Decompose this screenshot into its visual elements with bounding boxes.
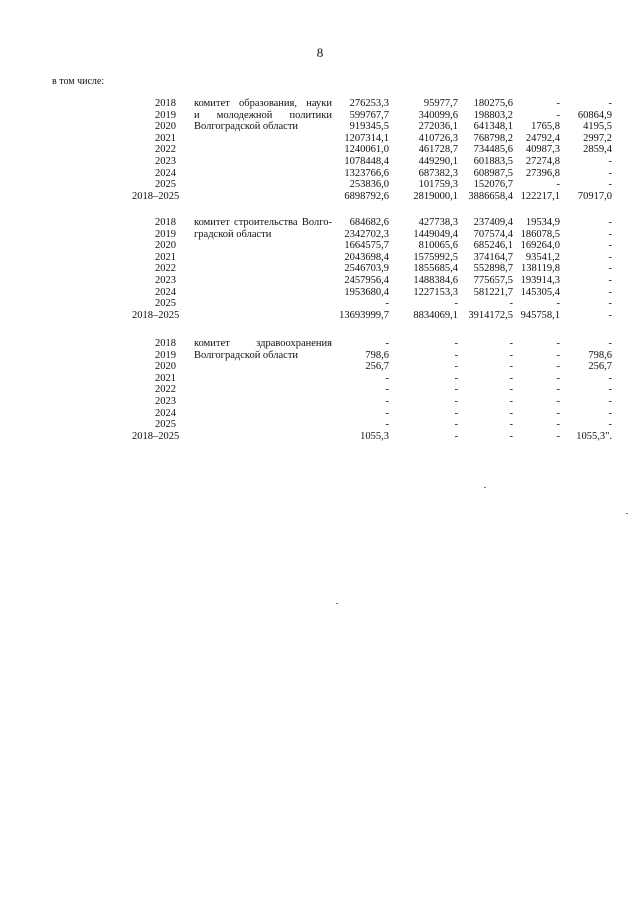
extra-cell: 798,6 xyxy=(588,349,612,361)
regional-cell: - xyxy=(509,298,513,310)
federal-cell: 1488384,6 xyxy=(413,274,458,286)
table-row xyxy=(0,275,640,287)
local-cell: 27396,8 xyxy=(525,167,560,179)
table-row xyxy=(0,338,640,350)
total-cell: 2342702,3 xyxy=(344,228,389,240)
regional-cell: - xyxy=(509,372,513,384)
extra-cell: - xyxy=(608,167,612,179)
table-row xyxy=(0,217,640,229)
regional-cell: 641348,1 xyxy=(473,121,513,133)
table-row xyxy=(0,121,640,133)
local-cell: 27274,8 xyxy=(525,155,560,167)
description-line: Волгоградской области xyxy=(194,349,299,361)
table-row xyxy=(0,98,640,110)
total-cell: 1323766,6 xyxy=(344,167,389,179)
federal-cell: 340099,6 xyxy=(418,109,458,121)
extra-cell: - xyxy=(608,240,612,252)
regional-cell: 775657,5 xyxy=(473,274,513,286)
total-cell: 599767,7 xyxy=(349,109,389,121)
total-cell: 798,6 xyxy=(365,349,389,361)
year-cell: 2018–2025 xyxy=(132,309,180,321)
year-cell: 2023 xyxy=(155,155,176,167)
table-row xyxy=(0,408,640,420)
description-line: Волгоградской области xyxy=(194,121,299,133)
total-cell: - xyxy=(385,407,389,419)
local-cell: 193914,3 xyxy=(520,274,560,286)
description-line: и молодежной политики xyxy=(194,109,332,121)
local-cell: - xyxy=(556,109,560,121)
year-cell: 2018 xyxy=(155,217,176,228)
total-cell: 6898792,6 xyxy=(344,190,389,202)
extra-cell: - xyxy=(608,217,612,228)
total-cell: 2457956,4 xyxy=(344,274,389,286)
regional-cell: 734485,6 xyxy=(473,144,513,156)
table-row xyxy=(0,156,640,168)
year-cell: 2022 xyxy=(155,263,176,275)
regional-cell: - xyxy=(509,395,513,407)
table-row xyxy=(0,384,640,396)
table-row xyxy=(0,287,640,299)
description-line: комитет строительства Волго- xyxy=(194,217,332,228)
regional-cell: 608987,5 xyxy=(473,167,513,179)
regional-cell: - xyxy=(509,419,513,431)
federal-cell: 687382,3 xyxy=(418,167,458,179)
regional-cell: - xyxy=(509,407,513,419)
extra-cell: 2997,2 xyxy=(583,132,612,144)
federal-cell: 810065,6 xyxy=(418,240,458,252)
total-cell: 2546703,9 xyxy=(344,263,389,275)
local-cell: - xyxy=(556,372,560,384)
local-cell: - xyxy=(556,338,560,349)
local-cell: 122217,1 xyxy=(520,190,560,202)
local-cell: 145305,4 xyxy=(520,286,560,298)
regional-cell: 180275,6 xyxy=(473,98,513,109)
extra-cell: - xyxy=(608,407,612,419)
total-cell: - xyxy=(385,298,389,310)
federal-cell: 2819000,1 xyxy=(413,190,458,202)
total-cell: 1207314,1 xyxy=(344,132,389,144)
federal-cell: - xyxy=(454,298,458,310)
table-row xyxy=(0,396,640,408)
regional-cell: 374164,7 xyxy=(473,251,513,263)
federal-cell: 95977,7 xyxy=(423,98,458,109)
year-cell: 2023 xyxy=(155,274,176,286)
total-cell: - xyxy=(385,384,389,396)
intro-text: в том числе: xyxy=(52,76,105,87)
regional-cell: 3886658,4 xyxy=(468,190,513,202)
total-cell: - xyxy=(385,419,389,431)
total-cell: 1078448,4 xyxy=(344,155,389,167)
table-row xyxy=(0,110,640,122)
federal-cell: 101759,3 xyxy=(418,179,458,191)
local-cell: - xyxy=(556,298,560,310)
extra-cell: - xyxy=(608,419,612,431)
federal-cell: - xyxy=(454,430,458,442)
table-row xyxy=(0,191,640,203)
extra-cell: - xyxy=(608,372,612,384)
extra-cell: - xyxy=(608,228,612,240)
local-cell: 169264,0 xyxy=(520,240,560,252)
total-cell: 1240061,0 xyxy=(344,144,389,156)
regional-cell: - xyxy=(509,430,513,442)
year-cell: 2018 xyxy=(155,338,176,349)
extra-cell: - xyxy=(608,263,612,275)
regional-cell: 198803,2 xyxy=(473,109,513,121)
total-cell: 256,7 xyxy=(365,361,389,373)
local-cell: 24792,4 xyxy=(525,132,560,144)
regional-cell: 152076,7 xyxy=(473,179,513,191)
year-cell: 2019 xyxy=(155,228,176,240)
year-cell: 2025 xyxy=(155,298,176,310)
scan-speck xyxy=(484,487,486,488)
regional-cell: 707574,4 xyxy=(473,228,513,240)
federal-cell: 461728,7 xyxy=(418,144,458,156)
extra-cell: - xyxy=(608,251,612,263)
year-cell: 2021 xyxy=(155,251,176,263)
year-cell: 2024 xyxy=(155,407,176,419)
table-row xyxy=(0,263,640,275)
table-row xyxy=(0,310,640,322)
total-cell: - xyxy=(385,338,389,349)
regional-cell: - xyxy=(509,384,513,396)
local-cell: - xyxy=(556,419,560,431)
regional-cell: 581221,7 xyxy=(473,286,513,298)
year-cell: 2019 xyxy=(155,109,176,121)
year-cell: 2018 xyxy=(155,98,176,109)
total-cell: 684682,6 xyxy=(349,217,389,228)
regional-cell: - xyxy=(509,338,513,349)
year-cell: 2021 xyxy=(155,372,176,384)
total-cell: - xyxy=(385,372,389,384)
agency-block xyxy=(0,217,640,321)
local-cell: 138119,8 xyxy=(521,263,560,275)
federal-cell: - xyxy=(454,372,458,384)
table-row xyxy=(0,133,640,145)
total-cell: 1664575,7 xyxy=(344,240,389,252)
year-cell: 2022 xyxy=(155,384,176,396)
total-cell: 276253,3 xyxy=(349,98,389,109)
regional-cell: 601883,5 xyxy=(473,155,513,167)
local-cell: 19534,9 xyxy=(525,217,560,228)
year-cell: 2021 xyxy=(155,132,176,144)
table-row xyxy=(0,350,640,362)
extra-cell: 4195,5 xyxy=(583,121,612,133)
extra-cell: 256,7 xyxy=(588,361,612,373)
extra-cell: 1055,3". xyxy=(576,430,612,442)
regional-cell: 685246,1 xyxy=(473,240,513,252)
local-cell: - xyxy=(556,407,560,419)
year-cell: 2025 xyxy=(155,419,176,431)
total-cell: 253836,0 xyxy=(349,179,389,191)
scan-speck xyxy=(336,603,338,604)
description-line: комитет здравоохранения xyxy=(194,338,332,349)
year-cell: 2020 xyxy=(155,361,176,373)
regional-cell: - xyxy=(509,349,513,361)
table-row xyxy=(0,240,640,252)
local-cell: - xyxy=(556,179,560,191)
year-cell: 2022 xyxy=(155,144,176,156)
extra-cell: - xyxy=(608,274,612,286)
local-cell: 1765,8 xyxy=(531,121,560,133)
total-cell: 1055,3 xyxy=(360,430,389,442)
year-cell: 2023 xyxy=(155,395,176,407)
extra-cell: 2859,4 xyxy=(583,144,612,156)
year-cell: 2018–2025 xyxy=(132,190,180,202)
table-row xyxy=(0,419,640,431)
table-row xyxy=(0,252,640,264)
regional-cell: 237409,4 xyxy=(473,217,513,228)
table-row xyxy=(0,168,640,180)
year-cell: 2025 xyxy=(155,179,176,191)
total-cell: - xyxy=(385,395,389,407)
table-row xyxy=(0,179,640,191)
federal-cell: - xyxy=(454,407,458,419)
federal-cell: 1227153,3 xyxy=(413,286,458,298)
table-row xyxy=(0,431,640,443)
extra-cell: - xyxy=(608,286,612,298)
federal-cell: - xyxy=(454,384,458,396)
local-cell: 93541,2 xyxy=(525,251,560,263)
local-cell: 945758,1 xyxy=(520,309,560,321)
federal-cell: 1449049,4 xyxy=(413,228,458,240)
extra-cell: 70917,0 xyxy=(577,190,612,202)
agency-block xyxy=(0,338,640,442)
table-row xyxy=(0,373,640,385)
total-cell: 1953680,4 xyxy=(344,286,389,298)
table-row xyxy=(0,144,640,156)
extra-cell: - xyxy=(608,98,612,109)
local-cell: - xyxy=(556,430,560,442)
federal-cell: 1855685,4 xyxy=(413,263,458,275)
table-row xyxy=(0,361,640,373)
year-cell: 2024 xyxy=(155,286,176,298)
local-cell: - xyxy=(556,349,560,361)
total-cell: 919345,5 xyxy=(349,121,389,133)
extra-cell: 60864,9 xyxy=(577,109,612,121)
local-cell: - xyxy=(556,98,560,109)
federal-cell: 272036,1 xyxy=(418,121,458,133)
extra-cell: - xyxy=(608,298,612,310)
local-cell: 40987,3 xyxy=(525,144,560,156)
regional-cell: 552898,7 xyxy=(473,263,513,275)
federal-cell: 449290,1 xyxy=(418,155,458,167)
extra-cell: - xyxy=(608,338,612,349)
total-cell: 2043698,4 xyxy=(344,251,389,263)
federal-cell: - xyxy=(454,419,458,431)
table-row xyxy=(0,229,640,241)
local-cell: - xyxy=(556,384,560,396)
regional-cell: - xyxy=(509,361,513,373)
federal-cell: 8834069,1 xyxy=(413,309,458,321)
local-cell: - xyxy=(556,395,560,407)
extra-cell: - xyxy=(608,179,612,191)
table-row xyxy=(0,298,640,310)
federal-cell: - xyxy=(454,395,458,407)
extra-cell: - xyxy=(608,384,612,396)
local-cell: 186078,5 xyxy=(520,228,560,240)
page-number: 8 xyxy=(316,45,324,60)
year-cell: 2019 xyxy=(155,349,176,361)
local-cell: - xyxy=(556,361,560,373)
scan-speck xyxy=(626,513,628,514)
year-cell: 2020 xyxy=(155,240,176,252)
year-cell: 2018–2025 xyxy=(132,430,180,442)
year-cell: 2020 xyxy=(155,121,176,133)
extra-cell: - xyxy=(608,155,612,167)
federal-cell: 410726,3 xyxy=(418,132,458,144)
federal-cell: - xyxy=(454,361,458,373)
total-cell: 13693999,7 xyxy=(339,309,389,321)
extra-cell: - xyxy=(608,395,612,407)
regional-cell: 768798,2 xyxy=(473,132,513,144)
federal-cell: 427738,3 xyxy=(418,217,458,228)
description-line: градской области xyxy=(194,228,272,240)
federal-cell: - xyxy=(454,338,458,349)
extra-cell: - xyxy=(608,309,612,321)
regional-cell: 3914172,5 xyxy=(468,309,513,321)
agency-block xyxy=(0,98,640,202)
description-line: комитет образования, науки xyxy=(194,98,332,109)
federal-cell: 1575992,5 xyxy=(413,251,458,263)
year-cell: 2024 xyxy=(155,167,176,179)
federal-cell: - xyxy=(454,349,458,361)
